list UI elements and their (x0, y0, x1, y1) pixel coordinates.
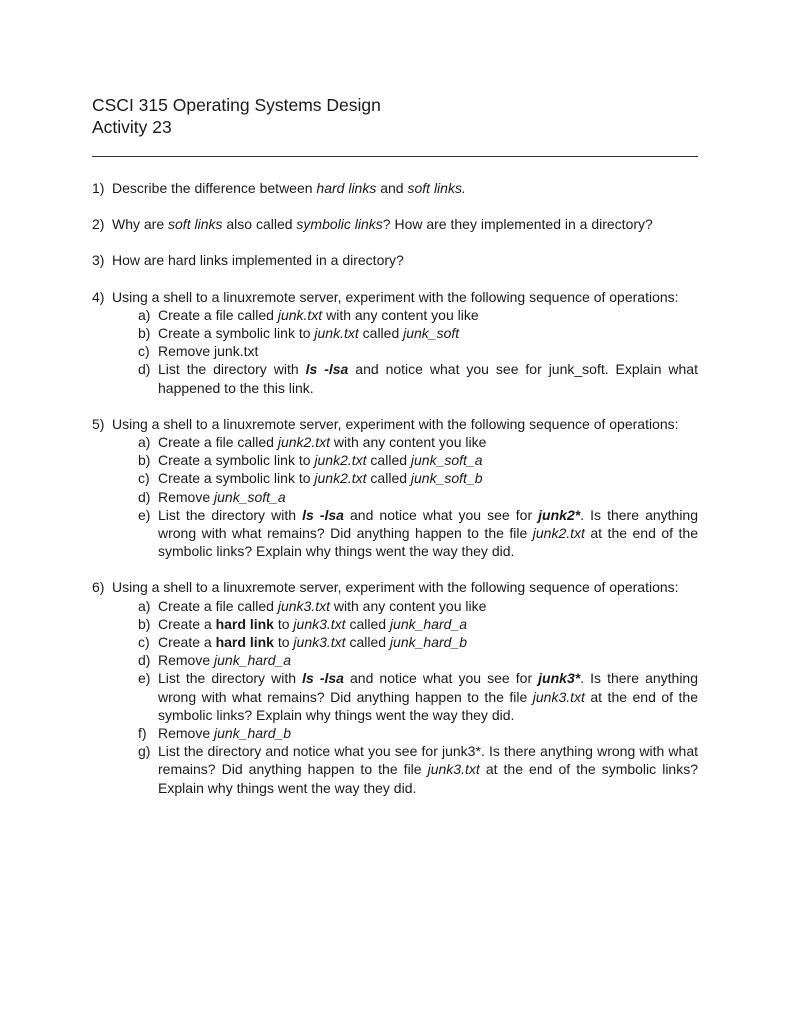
question-text: Why are soft links also called symbolic links? How are they implemented in a directory? (112, 216, 653, 233)
emphasis-text: junk_hard_b (214, 725, 292, 742)
emphasis-text: hard link (215, 615, 274, 632)
question-text: Using a shell to a linuxremote server, experiment with the following sequence of operations: (112, 415, 679, 432)
question-3 (92, 251, 698, 269)
emphasis-text: junk_soft_b (410, 470, 483, 487)
emphasis-text: junk2.txt (277, 434, 330, 451)
question-number: 6) (92, 579, 105, 596)
emphasis-text: soft links (168, 216, 223, 233)
sub-step-e (138, 506, 698, 561)
emphasis-text: junk_hard_a (214, 652, 292, 669)
emphasis-text: junk_hard_b (389, 634, 467, 651)
sub-step-d (138, 651, 698, 669)
question-text: Describe the difference between hard links and soft links. (112, 180, 466, 196)
emphasis-text: ls -lsa (302, 506, 344, 523)
sub-step-text: List the directory with ls -lsa and notice what you see for junk2*. Is there anything wrong with what remains? Did anything happen to the file junk2.txt at the end of the symbolic links? Explain why things went the way they did. (158, 506, 698, 560)
emphasis-text: junk_soft_a (214, 488, 286, 505)
sub-step-c (138, 633, 698, 651)
question-5 (92, 415, 698, 561)
sub-step-b (138, 615, 698, 633)
emphasis-text: hard link (215, 634, 274, 651)
emphasis-text: junk.txt (314, 325, 359, 342)
emphasis-text: hard links (316, 180, 377, 196)
sub-step-a (138, 306, 698, 324)
sub-step-text: List the directory with ls -lsa and notice what you see for junk3*. Is there anything wrong with what remains? Did anything happen to the file junk3.txt at the end of the symbolic links? Explain why things went the way they did. (158, 670, 698, 723)
sub-step-text: Remove junk_soft_a (158, 488, 286, 505)
emphasis-text: junk2.txt (314, 470, 367, 487)
sub-step-d (138, 488, 698, 506)
emphasis-text: junk3.txt (293, 634, 346, 651)
sub-step-text: Create a hard link to junk3.txt called junk_hard_a (158, 615, 467, 632)
sub-step-text: List the directory and notice what you see for junk3*. Is there anything wrong with what remains? Did anything happen to the file junk3.txt at the end of the symbolic links? Explain why things went the way they did. (158, 743, 699, 796)
sub-step-letter: a) (138, 434, 151, 451)
sub-step-letter: d) (138, 652, 151, 669)
emphasis-text: junk2* (538, 506, 581, 523)
emphasis-text: junk3.txt (532, 688, 585, 705)
sub-step-a (138, 597, 698, 615)
emphasis-text: soft links. (407, 180, 466, 196)
sub-steps (112, 597, 698, 797)
sub-step-a (138, 433, 698, 451)
course-title: CSCI 315 Operating Systems Design (92, 95, 381, 115)
emphasis-text: junk3.txt (427, 761, 480, 778)
sub-step-e (138, 669, 698, 724)
question-text: How are hard links implemented in a directory? (112, 252, 404, 269)
emphasis-text: junk3.txt (293, 615, 346, 632)
sub-step-text: Create a file called junk2.txt with any content you like (158, 434, 487, 451)
emphasis-text: junk2.txt (314, 452, 367, 469)
question-number: 1) (92, 180, 105, 196)
sub-step-letter: e) (138, 670, 151, 687)
sub-step-text: Create a symbolic link to junk.txt called junk_soft (158, 325, 460, 342)
question-2 (92, 215, 698, 233)
sub-step-text: List the directory with ls -lsa and notice what you see for junk_soft. Explain what happened to the this link. (158, 361, 698, 396)
sub-step-text: Create a symbolic link to junk2.txt called junk_soft_b (158, 470, 483, 487)
sub-step-text: Create a file called junk3.txt with any content you like (158, 597, 487, 614)
sub-step-letter: d) (138, 488, 151, 505)
sub-step-c (138, 469, 698, 487)
sub-step-text: Create a hard link to junk3.txt called junk_hard_b (158, 634, 467, 651)
sub-step-letter: b) (138, 325, 151, 342)
document-page (92, 94, 698, 815)
emphasis-text: junk.txt (277, 306, 323, 323)
emphasis-text: junk_soft (403, 325, 460, 342)
sub-step-letter: b) (138, 615, 151, 632)
sub-step-f (138, 724, 698, 742)
sub-step-text: Remove junk_hard_b (158, 725, 292, 742)
sub-step-text: Remove junk_hard_a (158, 652, 292, 669)
sub-step-letter: d) (138, 361, 151, 378)
question-number: 5) (92, 415, 105, 432)
sub-step-letter: c) (138, 343, 150, 360)
sub-step-letter: a) (138, 306, 151, 323)
sub-step-letter: c) (138, 634, 150, 651)
question-number: 2) (92, 216, 105, 233)
sub-step-letter: f) (138, 725, 147, 742)
question-text: Using a shell to a linuxremote server, experiment with the following sequence of operations: (112, 579, 679, 596)
question-number: 4) (92, 288, 105, 305)
emphasis-text: symbolic links (296, 216, 383, 233)
sub-step-letter: g) (138, 743, 151, 760)
question-4 (92, 288, 698, 397)
sub-step-g (138, 742, 698, 797)
sub-step-letter: b) (138, 452, 151, 469)
sub-step-letter: c) (138, 470, 150, 487)
header-divider (92, 156, 698, 157)
sub-step-letter: e) (138, 506, 151, 523)
question-1 (92, 179, 698, 197)
sub-step-letter: a) (138, 597, 151, 614)
sub-step-c (138, 342, 698, 360)
sub-step-b (138, 324, 698, 342)
sub-step-d (138, 360, 698, 396)
emphasis-text: junk_hard_a (389, 615, 467, 632)
sub-step-text: Create a file called junk.txt with any content you like (158, 306, 479, 323)
sub-steps (112, 306, 698, 397)
emphasis-text: junk_soft_a (410, 452, 483, 469)
emphasis-text: junk2.txt (532, 525, 585, 542)
emphasis-text: ls -lsa (305, 361, 349, 378)
question-text: Using a shell to a linuxremote server, experiment with the following sequence of operations: (112, 288, 679, 305)
question-number: 3) (92, 252, 105, 269)
question-6 (92, 578, 698, 796)
question-list (92, 179, 698, 797)
sub-step-text: Create a symbolic link to junk2.txt called junk_soft_a (158, 452, 483, 469)
emphasis-text: ls -lsa (302, 670, 344, 687)
sub-step-b (138, 451, 698, 469)
sub-steps (112, 433, 698, 560)
emphasis-text: junk3.txt (277, 597, 330, 614)
emphasis-text: junk3* (538, 670, 581, 687)
activity-title: Activity 23 (92, 117, 172, 137)
sub-step-text: Remove junk.txt (158, 343, 259, 360)
